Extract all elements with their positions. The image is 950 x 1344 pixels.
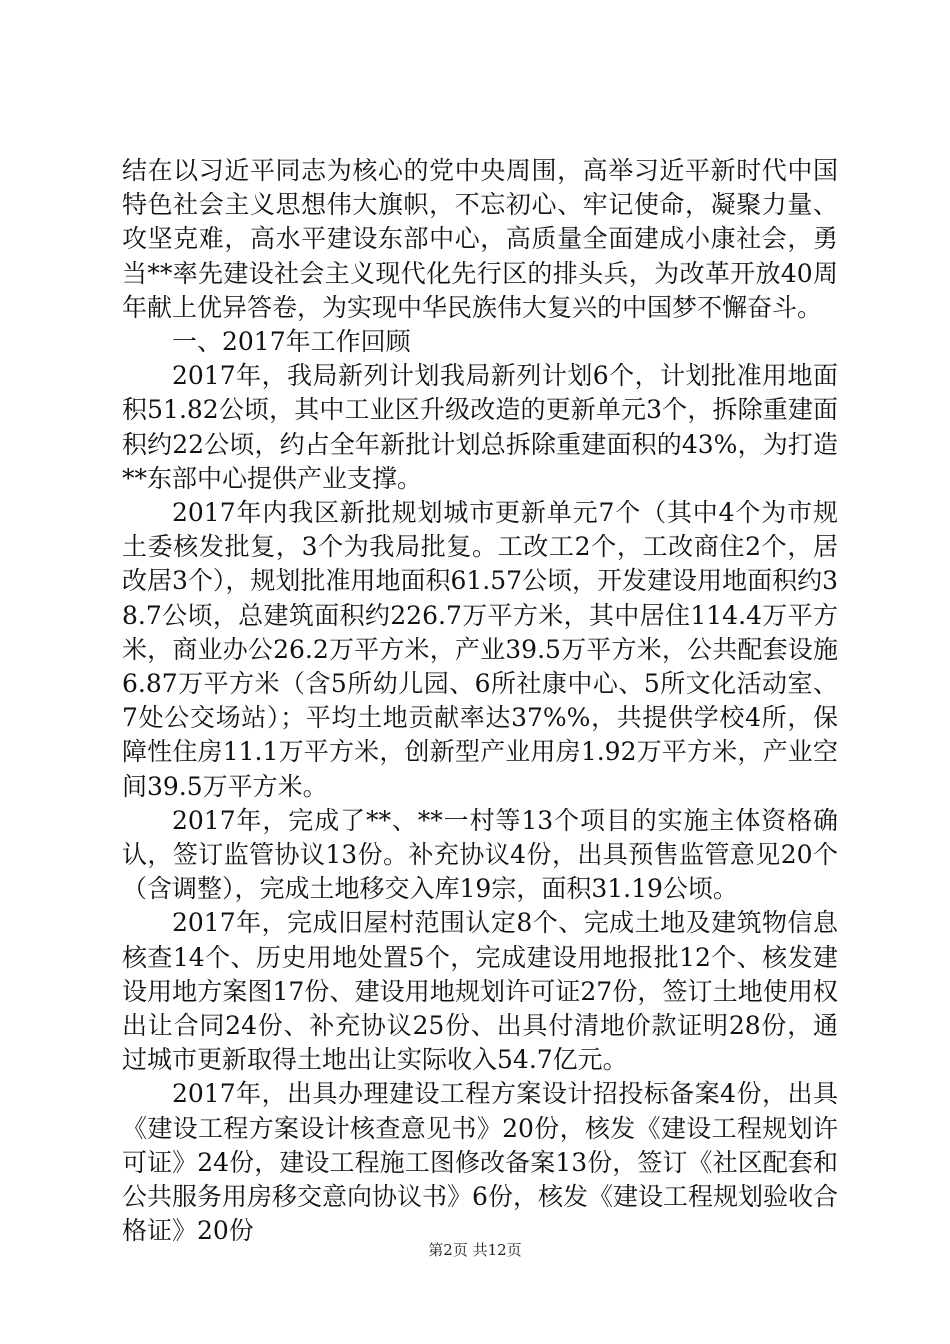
paragraph: 2017年，我局新列计划我局新列计划6个，计划批准用地面积51.82公顷，其中工业区升级改造的更新单元3个，拆除重建面积约22公顷，约占全年新批计划总拆除重建面积的43%，为打造**东部中心提供产业支撑。 [122, 361, 838, 493]
page-number: 第2页 共12页 [428, 1241, 522, 1259]
paragraph: 2017年，完成了**、**一村等13个项目的实施主体资格确认，签订监管协议13份。补充协议4份，出具预售监管意见20个（含调整），完成土地移交入库19宗，面积31.19公顷。 [122, 805, 838, 904]
paragraph-continuation: 结在以习近平同志为核心的党中央周围，高举习近平新时代中国特色社会主义思想伟大旗帜，不忘初心、牢记使命，凝聚力量、攻坚克难，高水平建设东部中心，高质量全面建成小康社会，勇当**率先建设社会主义现代化先行区的排头兵，为改革开放40周年献上优异答卷，为实现中华民族伟大复兴的中国梦不懈奋斗。 [122, 156, 838, 322]
section-heading: 一、2017年工作回顾 [172, 327, 411, 357]
document-body [122, 154, 838, 1249]
paragraph: 2017年，出具办理建设工程方案设计招投标备案4份，出具《建设工程方案设计核查意见书》20份，核发《建设工程规划许可证》24份，建设工程施工图修改备案13份，签订《社区配套和公共服务用房移交意向协议书》6份，核发《建设工程规划验收合格证》20份 [122, 1079, 838, 1246]
paragraph: 2017年，完成旧屋村范围认定8个、完成土地及建筑物信息核查14个、历史用地处置5个，完成建设用地报批12个、核发建设用地方案图17份、建设用地规划许可证27份，签订土地使用权出让合同24份、补充协议25份、出具付清地价款证明28份，通过城市更新取得土地出让实际收入54.7亿元。 [122, 908, 838, 1075]
paragraph: 2017年内我区新批规划城市更新单元7个（其中4个为市规土委核发批复，3个为我局批复。工改工2个，工改商住2个，居改居3个），规划批准用地面积61.57公顷，开发建设用地面积约38.7公顷，总建筑面积约226.7万平方米，其中居住114.4万平方米，商业办公26.2万平方米，产业39.5万平方米，公共配套设施6.87万平方米（含5所幼儿园、6所社康中心、5所文化活动室、7处公交场站）；平均土地贡献率达37%%，共提供学校4所，保障性住房11.1万平方米，创新型产业用房1.92万平方米，产业空间39.5万平方米。 [122, 498, 838, 801]
page-footer [0, 1240, 950, 1260]
